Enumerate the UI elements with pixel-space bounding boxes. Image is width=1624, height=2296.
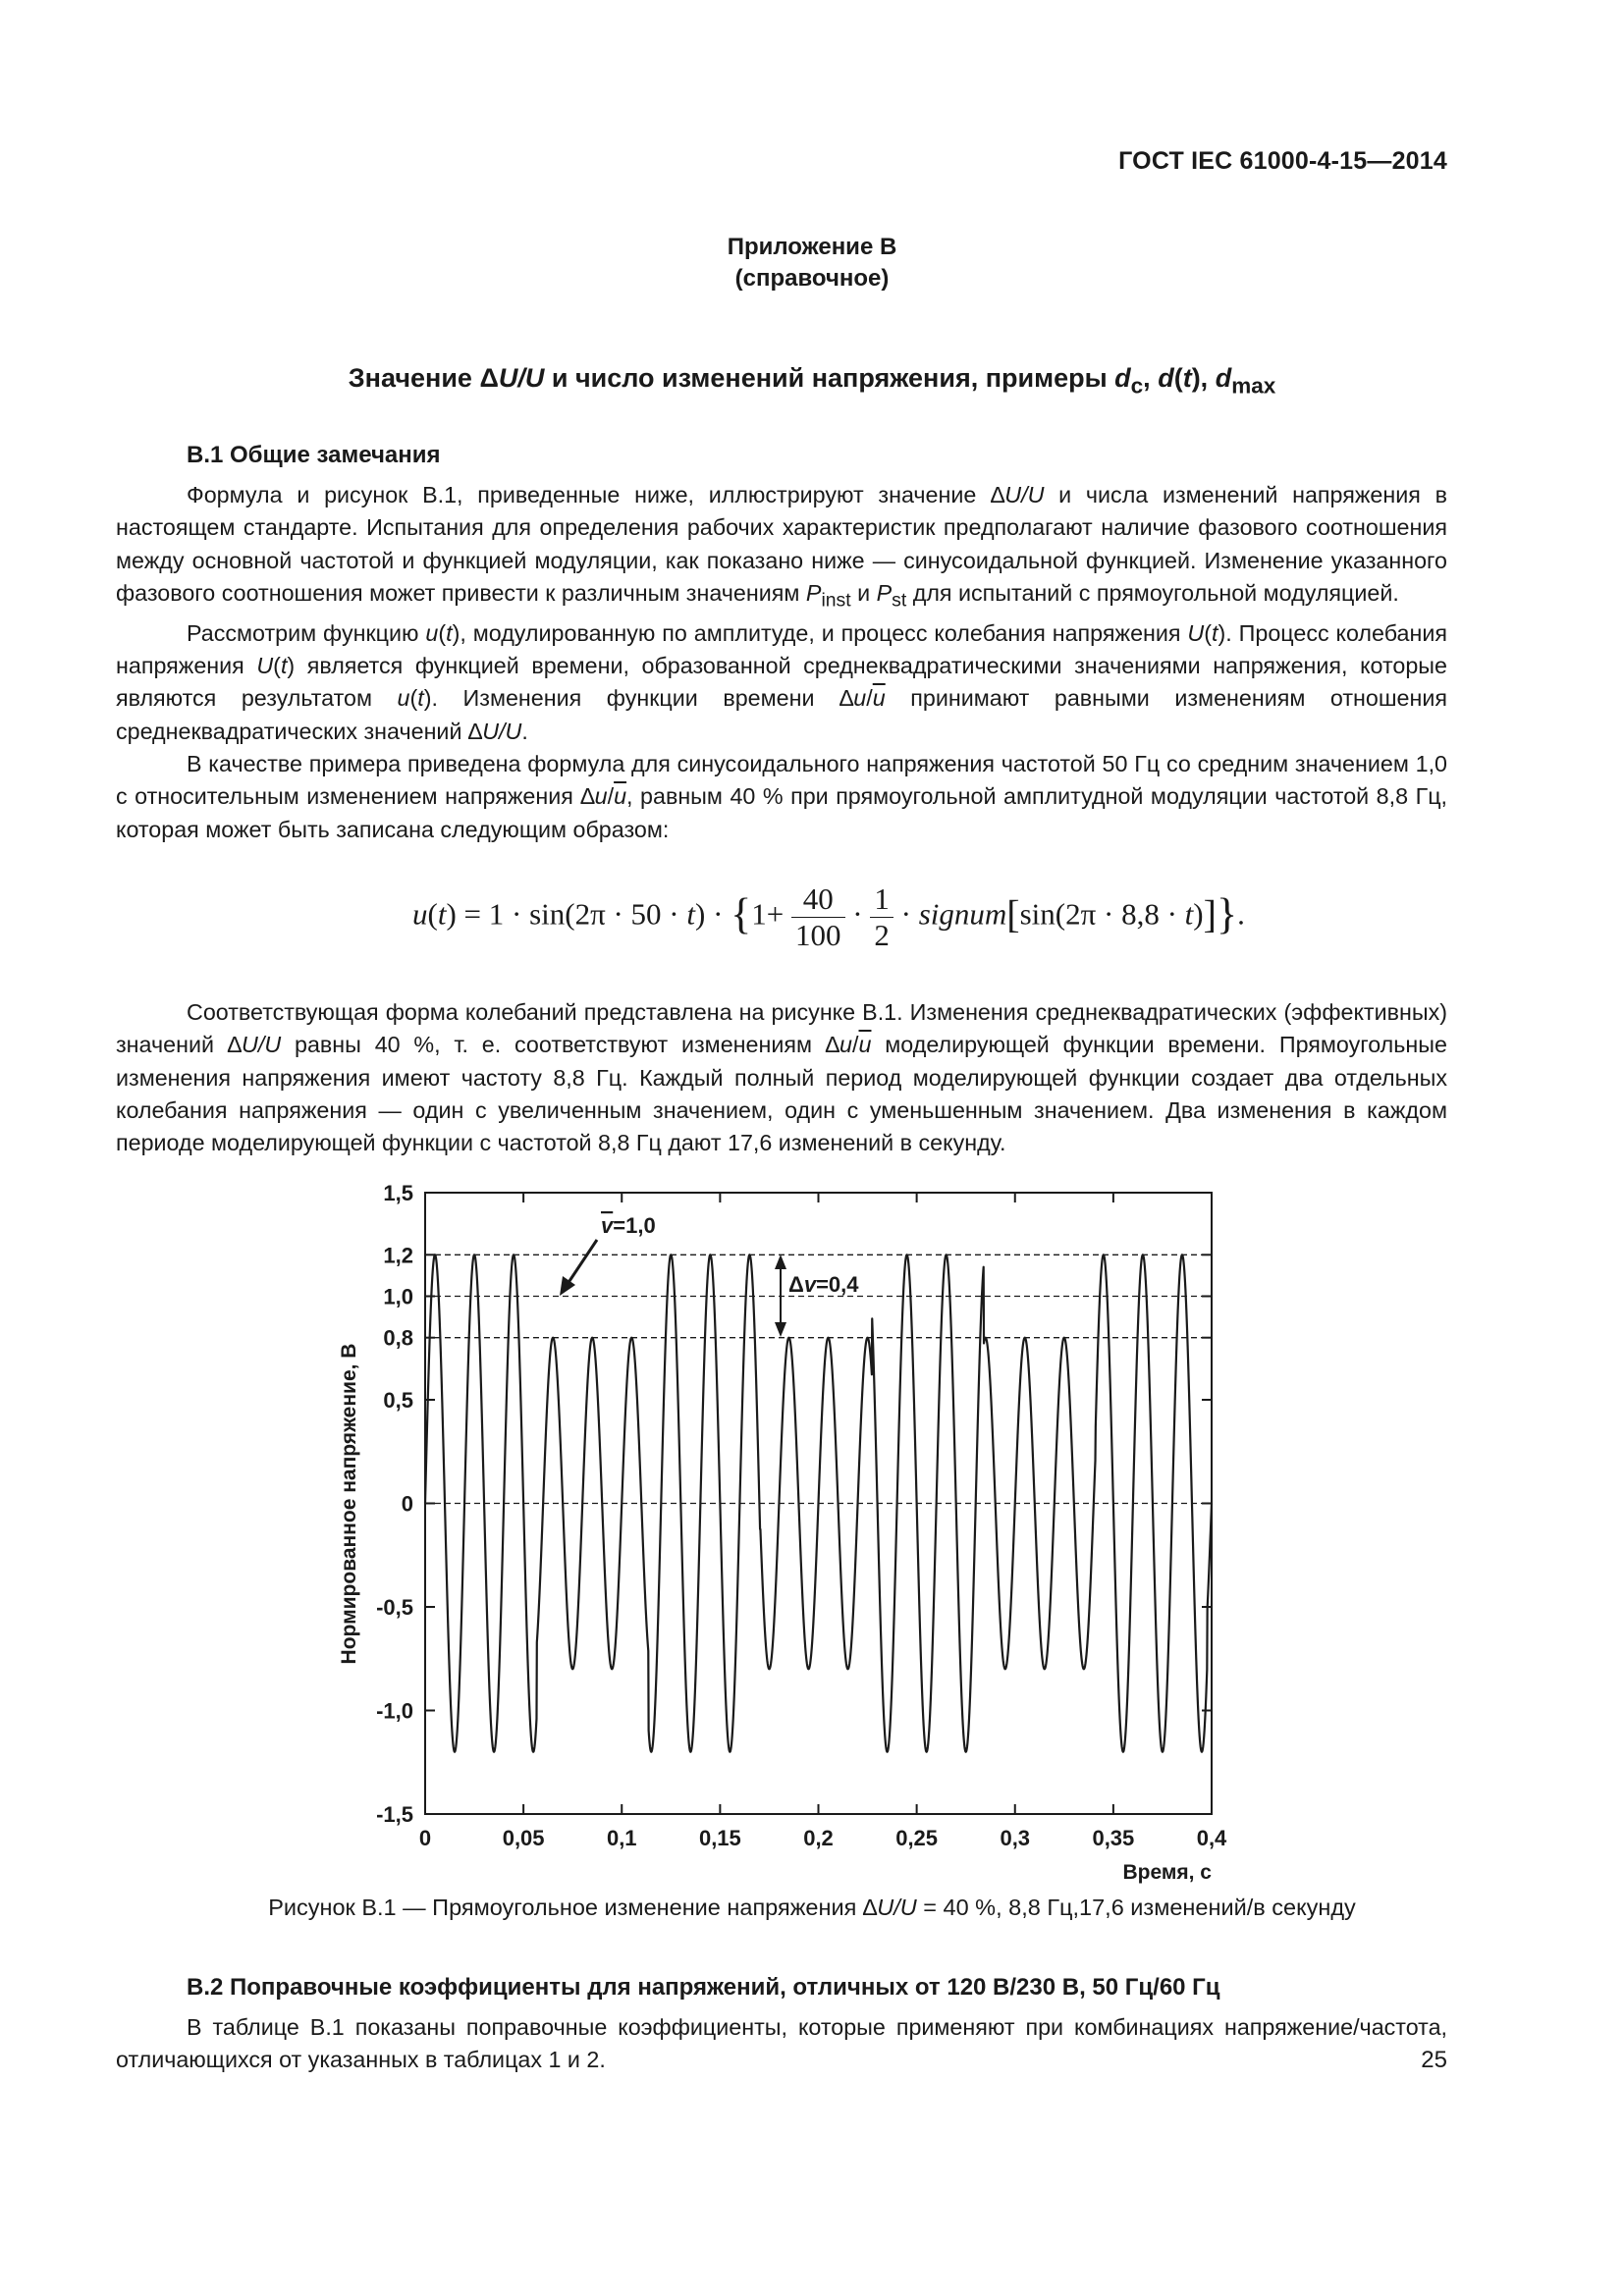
text-run: ( — [273, 653, 281, 679]
eq-part: t — [437, 896, 447, 932]
section-heading-b1: В.1 Общие замечания — [187, 442, 441, 468]
title-part: d — [1158, 363, 1174, 393]
x-tick-label: 0,05 — [502, 1826, 545, 1850]
text-run: ). Процесс колебания напряжения — [116, 619, 1447, 679]
section-b1-body — [116, 479, 1447, 846]
page-number: 25 — [1421, 2047, 1447, 2073]
x-tick-label: 0,25 — [895, 1826, 939, 1850]
eq-part: . — [1237, 896, 1245, 932]
eq-part: ) — [1193, 896, 1204, 932]
text-run: u — [853, 685, 867, 712]
text-run: ( — [1204, 619, 1213, 646]
caption-part: = 40 %, 8,8 Гц,17,6 изменений/в секунду — [916, 1895, 1356, 1920]
section-b1-body-2 — [116, 996, 1447, 1159]
x-tick-label: 0,2 — [803, 1826, 834, 1850]
eq-part: t — [1184, 896, 1194, 932]
text-run: / — [852, 1032, 859, 1058]
appendix-title — [0, 363, 1624, 399]
text-run: Соответствующая форма колебаний представлена на рисунке В.1. Изменения среднеквадратических (эффективных) значений ∆ — [116, 999, 1447, 1058]
text-run: . — [521, 718, 528, 744]
text-run: $\overline{u}$ — [858, 1032, 872, 1058]
text-run: t — [1212, 619, 1218, 646]
text-run: U/U — [1004, 482, 1045, 507]
text-run: , равным 40 % при прямоугольной амплитудной модуляции частотой 8,8 Гц, которая может быть записана следующим образом: — [116, 783, 1448, 842]
text-run: / — [607, 783, 615, 810]
paragraph: В таблице В.1 показаны поправочные коэффициенты, которые применяют при комбинациях напряжение/частота, отличающихся от указанных в таблицах 1 и 2. — [116, 2014, 1447, 2073]
text-run: ) является функцией времени, образованной среднеквадратическими значениями напряжения, которые являются результатом — [116, 653, 1447, 712]
title-part: d — [1215, 363, 1232, 393]
text-run: Рассмотрим функцию — [187, 619, 426, 646]
mean-arrow-head-icon — [560, 1276, 575, 1296]
text-run: / — [866, 685, 873, 712]
figure-b1-chart — [324, 1173, 1227, 1890]
x-tick-label: 0,4 — [1196, 1826, 1227, 1850]
paragraph — [116, 996, 1447, 1159]
text-run: st — [892, 589, 907, 612]
y-tick-label: 1,0 — [383, 1284, 413, 1309]
text-run: u — [839, 1032, 853, 1058]
text-run: t — [280, 653, 288, 679]
text-run: и числа изменений напряжения в настоящем стандарте. Испытания для определения рабочих характеристик предполагают наличие фазового соотношения между основной частотой и функцией модуляции, как показано ниже — синусоидальной функцией. Изменение указанного фазового соотношения может привести к различным значениям — [116, 482, 1447, 606]
title-part: / — [517, 363, 525, 393]
x-tick-label: 0,35 — [1092, 1826, 1135, 1850]
annex-heading — [0, 232, 1624, 294]
right-brace-icon: } — [1216, 889, 1238, 938]
y-tick-label: 0,8 — [383, 1325, 413, 1351]
text-run: ( — [438, 619, 447, 646]
text-run: u — [397, 685, 410, 712]
eq-part: t — [686, 896, 696, 932]
text-run: для испытаний с прямоугольной модуляцией. — [906, 579, 1399, 606]
title-part: Значение Δ — [348, 363, 499, 393]
section-b2-body — [116, 2011, 1447, 2077]
title-part: и число изменений напряжения, примеры — [544, 363, 1115, 393]
eq-part: sin(2π · 8,8 · — [1019, 896, 1185, 932]
annex-type: (справочное) — [734, 265, 890, 292]
eq-part: = 1 · sin(2π · 50 · — [456, 896, 687, 932]
eq-part: signum — [918, 896, 1007, 932]
text-run: inst — [821, 589, 851, 612]
left-bracket-icon: [ — [1006, 891, 1020, 936]
text-run: u — [425, 619, 439, 646]
y-tick-label: 0 — [401, 1491, 413, 1517]
eq-part: ( — [427, 896, 438, 932]
figure-caption — [0, 1895, 1624, 1921]
text-run: U — [1187, 619, 1205, 646]
title-part: c — [1130, 373, 1144, 399]
eq-part: · — [900, 896, 911, 932]
paragraph — [116, 748, 1447, 846]
text-run: $\overline{u}$ — [872, 685, 886, 712]
eq-part: u — [412, 896, 428, 932]
delta-arrow-down-icon — [775, 1322, 786, 1337]
eq-part: ) — [446, 896, 457, 932]
text-run: U/U — [242, 1032, 282, 1058]
y-tick-label: -1,5 — [376, 1802, 413, 1827]
title-part: t — [1182, 363, 1192, 393]
denominator: 2 — [874, 918, 890, 952]
y-tick-label: 1,5 — [383, 1181, 413, 1205]
text-run: U — [256, 653, 274, 679]
document-header: ГОСТ IEC 61000-4-15—2014 — [1118, 147, 1447, 175]
waveform — [425, 1255, 1212, 1751]
text-run: ( — [409, 685, 418, 712]
text-run: u — [594, 783, 608, 810]
mean-arrow — [568, 1240, 597, 1284]
y-tick-label: 1,2 — [383, 1243, 413, 1268]
right-bracket-icon: ] — [1203, 891, 1217, 936]
x-tick-label: 0 — [418, 1826, 432, 1850]
text-run: Формула и рисунок В.1, приведенные ниже, иллюстрируют значение ∆ — [187, 482, 1005, 507]
left-brace-icon: { — [731, 889, 752, 938]
numerator: 1 — [870, 881, 893, 918]
text-run: t — [446, 619, 453, 646]
text-run: равны 40 %, т. е. соответствуют изменениям ∆ — [281, 1032, 840, 1058]
x-tick-label: 0,1 — [606, 1826, 637, 1850]
text-run: $\overline{u}$ — [614, 783, 627, 810]
y-tick-label: -1,0 — [376, 1698, 413, 1724]
title-part: , — [1143, 363, 1159, 393]
title-part: U — [498, 363, 518, 393]
y-axis-label: Нормированное напряжение, В — [338, 1343, 360, 1665]
mean-voltage-label: v=1,0 — [601, 1213, 656, 1238]
x-tick-label: 0,15 — [698, 1826, 741, 1850]
y-tick-label: -0,5 — [376, 1595, 413, 1620]
text-run: В качестве примера приведена формула для синусоидального напряжения частотой 50 Гц со средним значением 1,0 с относительным изменением напряжения ∆ — [116, 751, 1447, 810]
y-tick-label: 0,5 — [383, 1388, 413, 1413]
x-tick-label: 0,3 — [1000, 1826, 1031, 1850]
title-part: ), — [1191, 363, 1216, 393]
numerator: 40 — [791, 881, 845, 918]
title-part: U — [524, 363, 545, 393]
text-run: P — [805, 579, 822, 606]
fraction-40-100 — [791, 881, 845, 953]
text-run: U/U — [482, 718, 522, 744]
modulation-equation — [412, 881, 1245, 953]
annex-label: Приложение В — [727, 234, 897, 260]
eq-part: · — [852, 896, 863, 932]
text-run: ). Изменения функции времени ∆ — [423, 685, 854, 712]
eq-part: ) · — [695, 896, 724, 932]
caption-part: U/U — [877, 1895, 917, 1920]
x-axis-label: Время, с — [1122, 1861, 1212, 1884]
text-run: принимают равными изменениям отношения среднеквадратических значений ∆ — [116, 685, 1447, 744]
paragraph — [116, 479, 1447, 617]
title-part: ( — [1173, 363, 1183, 393]
section-heading-b2: В.2 Поправочные коэффициенты для напряжений, отличных от 120 В/230 В, 50 Гц/60 Гц — [187, 1974, 1220, 2001]
eq-part: 1+ — [751, 896, 785, 932]
paragraph — [116, 617, 1447, 748]
text-run: и — [850, 579, 877, 606]
title-part: max — [1231, 373, 1276, 399]
text-run: t — [417, 685, 424, 712]
delta-arrow-up-icon — [775, 1255, 786, 1269]
caption-part: Рисунок В.1 — Прямоугольное изменение напряжения ∆ — [268, 1895, 878, 1920]
title-part: d — [1114, 363, 1131, 393]
fraction-1-2 — [870, 881, 893, 953]
text-run: ), модулированную по амплитуде, и процесс колебания напряжения — [452, 619, 1188, 646]
text-run: P — [876, 579, 893, 606]
series-line-u-t — [425, 1255, 1212, 1751]
delta-voltage-label: Δv=0,4 — [788, 1272, 859, 1297]
text-run: моделирующей функции времени. Прямоугольные изменения напряжения имеют частоту 8,8 Гц. Каждый полный период моделирующей функции создает два отдельных колебания напряжения — один с увеличенным значением, один с уменьшенным значением. Два изменения в каждом периоде моделирующей функции с частотой 8,8 Гц дают 17,6 изменений в секунду. — [116, 1032, 1447, 1156]
denominator: 100 — [795, 918, 841, 952]
